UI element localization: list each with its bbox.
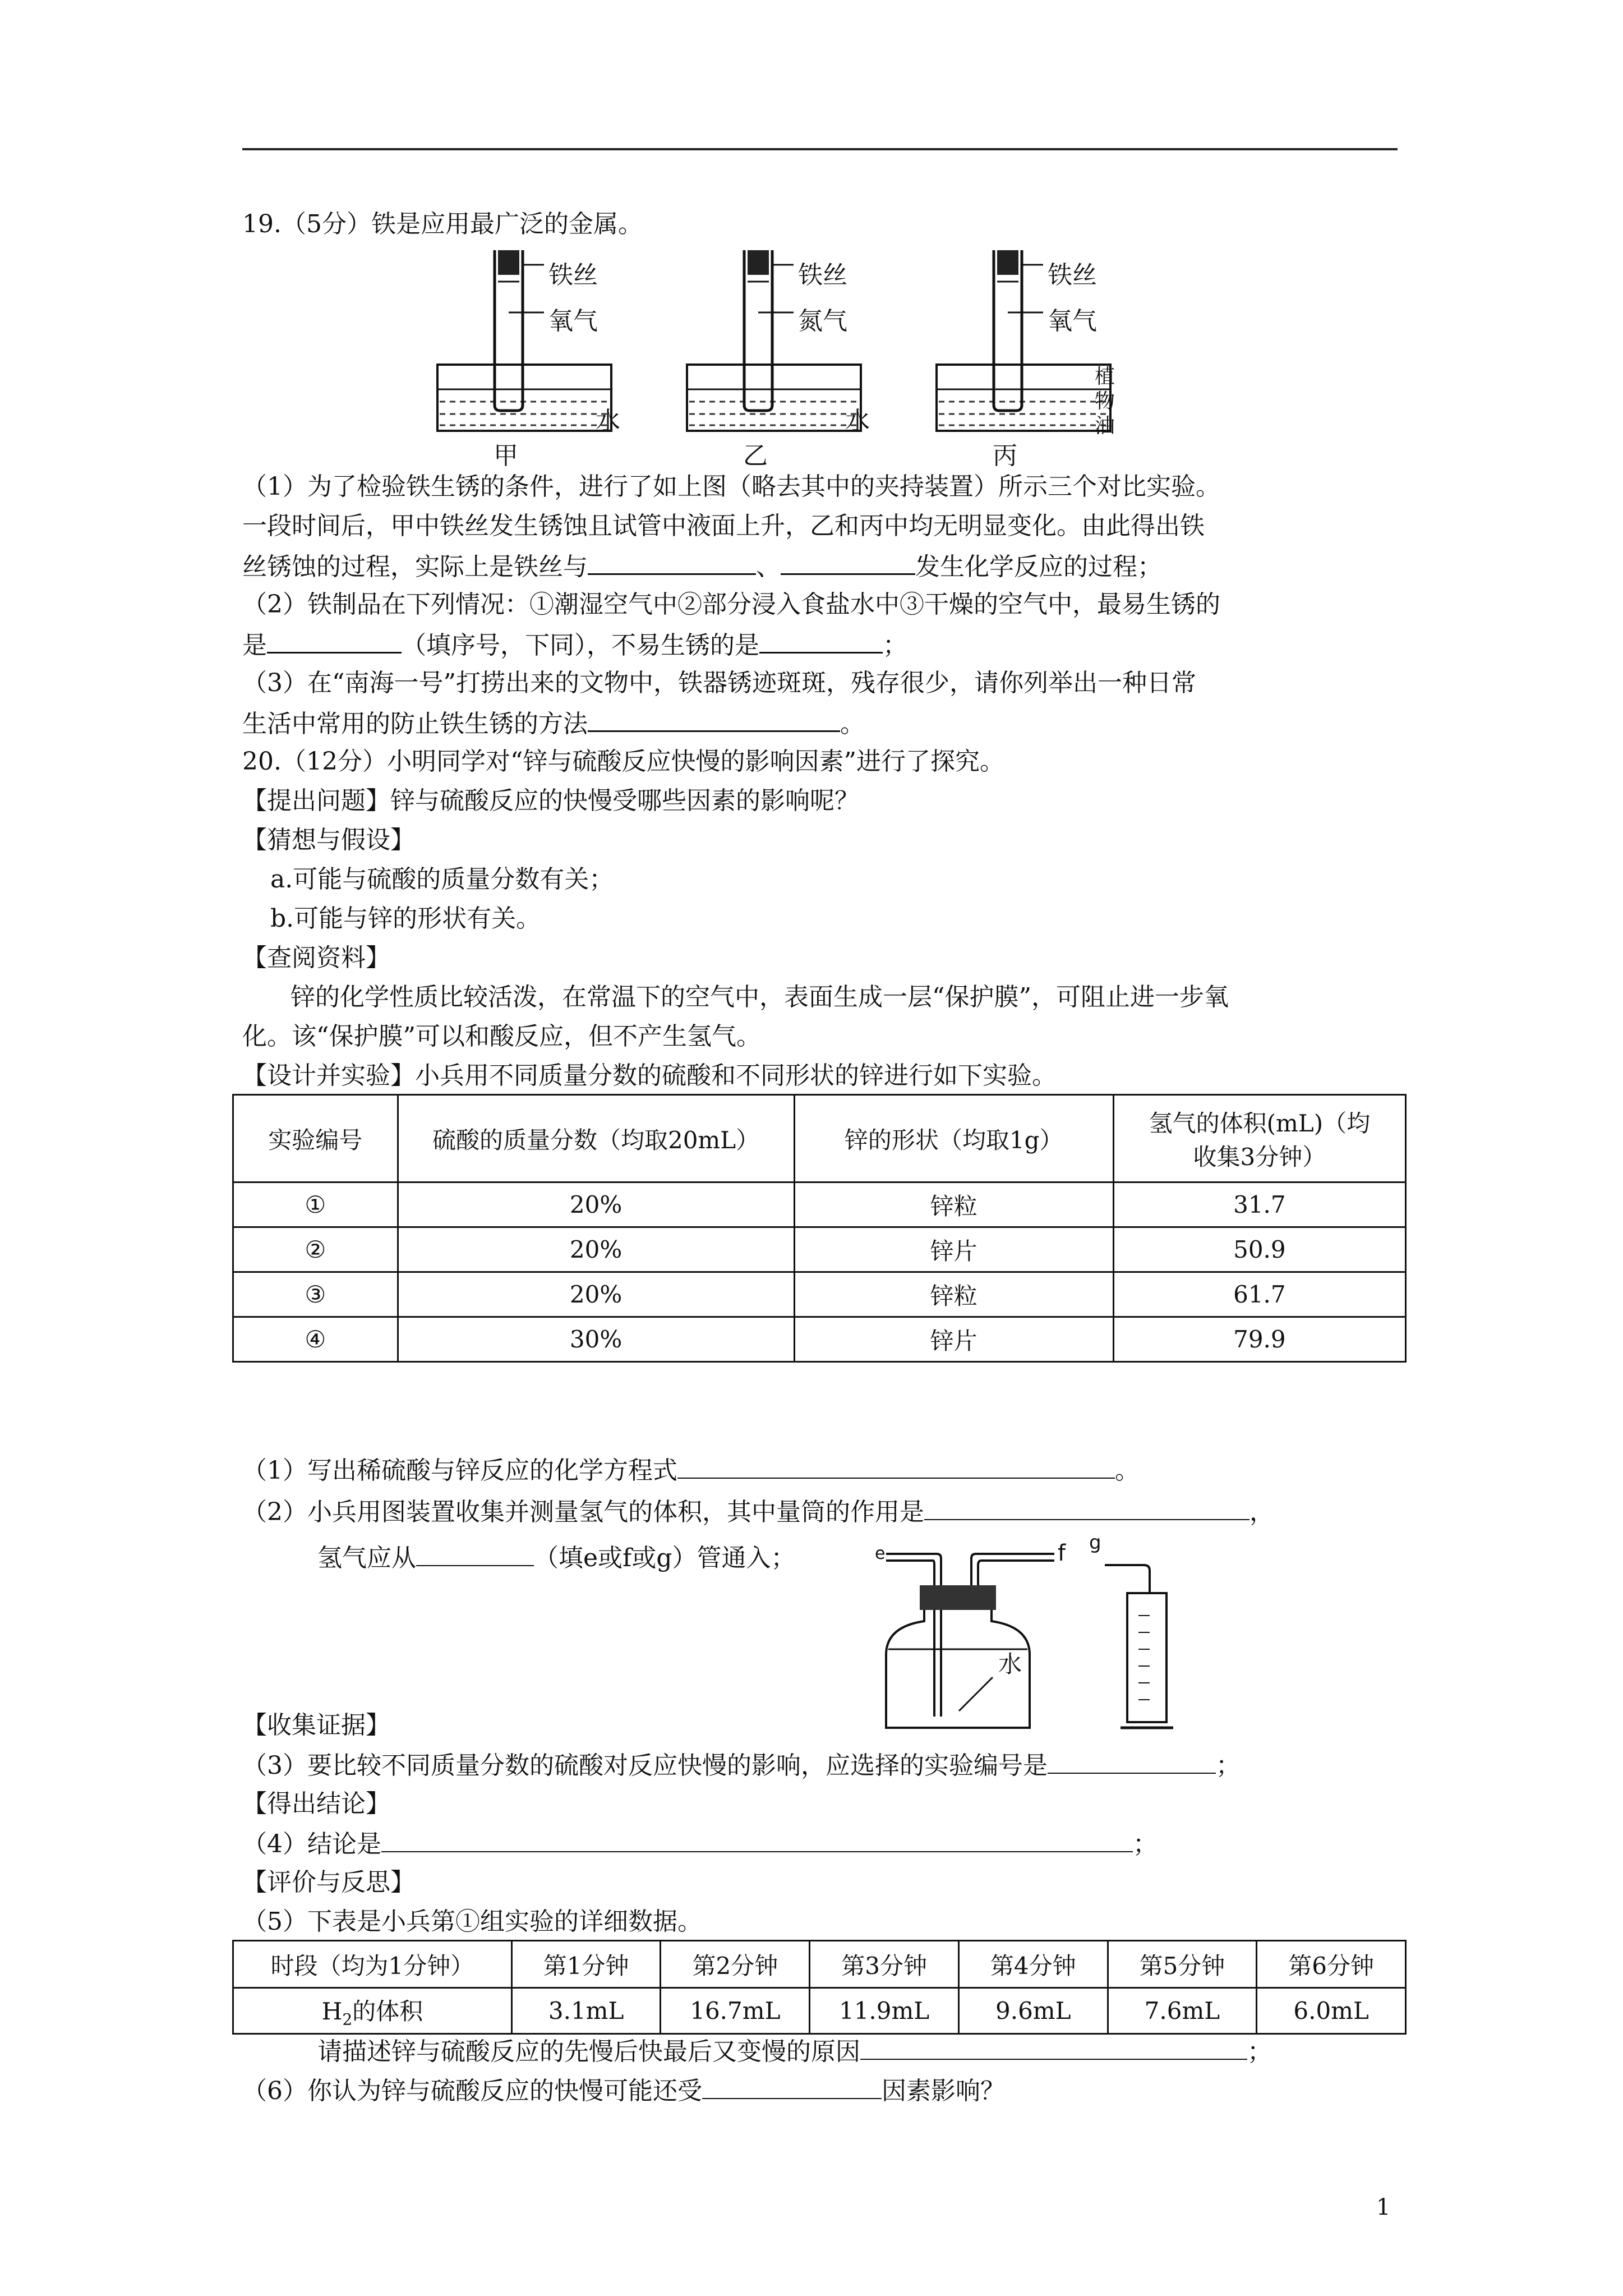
name-label-jia: 甲 [494, 441, 518, 470]
table-cell: 30% [398, 1317, 794, 1362]
detail-data-table [232, 1940, 1407, 2035]
gas-collection-apparatus [875, 1531, 1189, 1739]
heading-conclusion: 【得出结论】 [242, 1789, 390, 1818]
sub-question-2-text: （2）小兵用图装置收集并测量氢气的体积，其中量筒的作用是 [242, 1498, 924, 1526]
table-cell: 79.9 [1113, 1317, 1405, 1362]
q19-p1-line3 [242, 549, 1162, 584]
liquid-label-bing: 植物油 [1095, 365, 1115, 438]
heading-reference: 【查阅资料】 [242, 944, 390, 972]
sub-question-1-text: （1）写出稀硫酸与锌反应的化学方程式 [242, 1456, 677, 1485]
q19-p1-text: 丝锈蚀的过程，实际上是铁丝与 [242, 553, 588, 581]
gas-label-yi: 氮气 [798, 307, 847, 335]
reference-line1: 锌的化学性质比较活泼，在常温下的空气中，表面生成一层“保护膜”，可阻止进一步氧 [291, 983, 1229, 1011]
sub-question-2 [242, 1494, 1274, 1529]
q19-p1-line1: （1）为了检验铁生锈的条件，进行了如上图（略去其中的夹持装置）所示三个对比实验。 [242, 472, 1220, 501]
tube-f-label: f [1058, 1540, 1066, 1566]
table-header: 第3分钟 [810, 1941, 959, 1988]
table-cell: ③ [233, 1272, 398, 1317]
table-cell: 20% [398, 1227, 794, 1272]
liquid-label-jia: 水 [596, 407, 620, 435]
h-symbol: H [321, 1997, 343, 2025]
table-row [233, 1182, 1406, 1227]
sub-question-5-tail: ； [1247, 2037, 1272, 2066]
sub-question-3 [242, 1748, 1241, 1783]
table-cell: 锌粒 [794, 1272, 1113, 1317]
tube-e-label: e [875, 1544, 886, 1563]
table-cell: 3.1mL [511, 1988, 661, 2034]
liquid-label-yi: 水 [845, 407, 870, 435]
reference-line2: 化。该“保护膜”可以和酸反应，但不产生氢气。 [242, 1022, 761, 1051]
table-row [233, 1272, 1406, 1317]
row-label [233, 1988, 512, 2034]
table-cell: 7.6mL [1108, 1988, 1257, 2034]
header-line: 氢气的体积(mL)（均 [1149, 1109, 1371, 1137]
table-cell: ① [233, 1182, 398, 1227]
answer-blank-4[interactable] [759, 627, 883, 654]
answer-blank-2[interactable] [781, 549, 915, 575]
sub-question-6-tail: 因素影响？ [882, 2077, 1005, 2105]
q19-p2-mid: （填序号，下同），不易生锈的是 [402, 631, 759, 660]
guess-b: b.可能与锌的形状有关。 [270, 904, 541, 933]
table-cell: 20% [398, 1272, 794, 1317]
sub-question-1 [242, 1453, 1140, 1488]
table-header: 硫酸的质量分数（均取20mL） [398, 1095, 794, 1182]
heading-reflection: 【评价与反思】 [242, 1868, 415, 1897]
answer-blank-5[interactable] [588, 706, 840, 732]
table-header: 第1分钟 [511, 1941, 661, 1988]
iron-wire-label-yi: 铁丝 [798, 261, 847, 289]
answer-blank-9[interactable] [1048, 1748, 1216, 1774]
sub-question-4-tail: ； [1133, 1830, 1158, 1858]
table-header-row [233, 1941, 1406, 1988]
name-label-bing: 丙 [993, 441, 1017, 470]
iron-wire-label-jia: 铁丝 [548, 261, 598, 289]
table-cell: ④ [233, 1317, 398, 1362]
table-row [233, 1317, 1406, 1362]
row-label-text: 的体积 [352, 1997, 423, 2025]
q19-p2-tail: ； [883, 631, 907, 660]
q19-p3-text: 生活中常用的防止铁生锈的方法 [242, 710, 588, 738]
water-label: 水 [998, 1650, 1022, 1678]
table-cell: 锌片 [794, 1227, 1113, 1272]
table-cell: 50.9 [1113, 1227, 1405, 1272]
answer-blank-7[interactable] [924, 1494, 1249, 1520]
answer-blank-1[interactable] [588, 549, 756, 575]
page-number: 1 [1376, 2194, 1391, 2220]
table-header: 第5分钟 [1108, 1941, 1257, 1988]
table-cell: 9.6mL [958, 1988, 1108, 2034]
table-header: 第4分钟 [958, 1941, 1108, 1988]
table-header: 锌的形状（均取1g） [794, 1095, 1113, 1182]
experiment-table [232, 1094, 1407, 1363]
sub-question-5-text: 请描述锌与硫酸反应的先慢后快最后又变慢的原因 [317, 2037, 860, 2066]
q19-p2-line2 [242, 627, 907, 662]
table-header: 实验编号 [233, 1095, 398, 1182]
sub-question-6 [242, 2073, 1005, 2108]
sub-question-4 [242, 1826, 1158, 1861]
q19-stem: 19.（5分）铁是应用最广泛的金属。 [242, 210, 643, 238]
heading-design: 【设计并实验】小兵用不同质量分数的硫酸和不同形状的锌进行如下实验。 [242, 1061, 1057, 1090]
table-header: 第6分钟 [1257, 1941, 1406, 1988]
table-header [1113, 1095, 1405, 1182]
gas-label-bing: 氧气 [1048, 307, 1097, 335]
sub-question-6-text: （6）你认为锌与硫酸反应的快慢可能还受 [242, 2077, 702, 2105]
table-header: 时段（均为1分钟） [233, 1941, 512, 1988]
q19-p3-line2 [242, 706, 865, 741]
table-row [233, 1227, 1406, 1272]
sub-question-5: （5）下表是小兵第①组实验的详细数据。 [242, 1907, 702, 1936]
table-header-row [233, 1095, 1406, 1182]
sub-question-2-line2 [317, 1540, 796, 1575]
q19-p2-line1: （2）铁制品在下列情况：①潮湿空气中②部分浸入食盐水中③干燥的空气中，最易生锈的 [242, 590, 1220, 619]
table-cell: ② [233, 1227, 398, 1272]
sub-question-2-hint: （填e或f或g）管通入； [534, 1544, 796, 1572]
subscript: 2 [342, 2010, 353, 2029]
header-line: 收集3分钟） [1193, 1143, 1326, 1171]
table-cell: 6.0mL [1257, 1988, 1406, 2034]
table-cell: 16.7mL [661, 1988, 810, 2034]
table-cell: 11.9mL [810, 1988, 959, 2034]
name-label-yi: 乙 [743, 441, 768, 470]
q19-p3-tail: 。 [840, 710, 865, 738]
table-row [233, 1988, 1406, 2034]
answer-blank-8[interactable] [416, 1540, 534, 1566]
q19-p1-line2: 一段时间后，甲中铁丝发生锈蚀且试管中液面上升，乙和丙中均无明显变化。由此得出铁 [242, 512, 1205, 540]
sub-question-2-tail: ， [1249, 1498, 1274, 1526]
separator: 、 [756, 553, 781, 581]
gas-label-jia: 氧气 [548, 307, 598, 335]
sub-question-1-tail: 。 [1115, 1456, 1140, 1485]
sub-question-3-text: （3）要比较不同质量分数的硫酸对反应快慢的影响，应选择的实验编号是 [242, 1751, 1048, 1780]
heading-guess: 【猜想与假设】 [242, 826, 415, 854]
header-rule [242, 148, 1398, 150]
sub-question-3-tail: ； [1216, 1751, 1241, 1780]
q20-stem: 20.（12分）小明同学对“锌与硫酸反应快慢的影响因素”进行了探究。 [242, 747, 1004, 776]
answer-blank-6[interactable] [677, 1453, 1115, 1479]
heading-question: 【提出问题】锌与硫酸反应的快慢受哪些因素的影响呢？ [242, 786, 859, 815]
answer-blank-3[interactable] [267, 627, 402, 654]
table-header: 第2分钟 [661, 1941, 810, 1988]
table-cell: 锌粒 [794, 1182, 1113, 1227]
answer-blank-10[interactable] [381, 1826, 1133, 1852]
sub-question-2-text2: 氢气应从 [317, 1544, 416, 1572]
q19-p1-tail: 发生化学反应的过程； [915, 553, 1162, 581]
heading-collect: 【收集证据】 [242, 1711, 390, 1740]
table-cell: 20% [398, 1182, 794, 1227]
answer-blank-12[interactable] [702, 2073, 882, 2099]
tube-g-label: g [1089, 1531, 1101, 1554]
q19-p2-text: 是 [242, 631, 267, 660]
table-cell: 61.7 [1113, 1272, 1405, 1317]
guess-a: a.可能与硫酸的质量分数有关； [270, 865, 614, 894]
sub-question-4-text: （4）结论是 [242, 1830, 381, 1858]
answer-blank-11[interactable] [860, 2034, 1247, 2060]
table-cell: 31.7 [1113, 1182, 1405, 1227]
q19-p3-line1: （3）在“南海一号”打捞出来的文物中，铁器锈迹斑斑，残存很少，请你列举出一种日常 [242, 669, 1196, 697]
sub-question-5-line2 [317, 2034, 1272, 2069]
iron-wire-label-bing: 铁丝 [1048, 261, 1097, 289]
table-cell: 锌片 [794, 1317, 1113, 1362]
